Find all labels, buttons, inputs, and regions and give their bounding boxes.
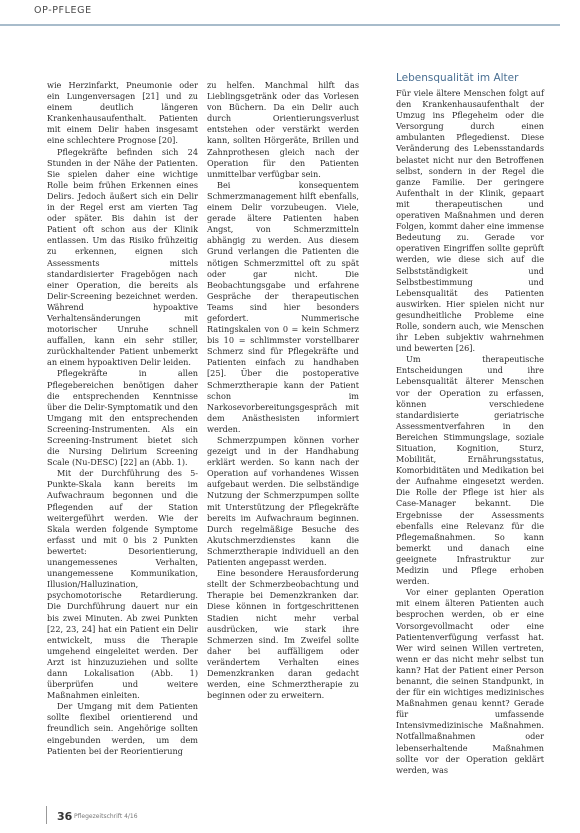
paragraph: Mit der Durchführung des 5-Punkte-Skala kann bereits im Aufwachraum begonnen und die Pflegenden auf der Station weitergeführt werden. Wie der Skala werden folgende Symptome erfasst und mit 0 bis 2 Punkten bewertet: Desorientierung, unangemessenes Verhalten, unangemessene Kommunikation, Illusion/Halluzination, psychomotorische Retardierung. Die Durchführung dauert nur ein bis zwei Minuten. Ab zwei Punkten [22, 23, 24] hat ein Patient ein Delir entwickelt, muss die Therapie umgehend eingeleitet werden. Der Arzt ist hinzuzuziehen und sollte dann Lokalisation (Abb. 1) überprüfen und weitere Maßnahmen einleiten. [47, 468, 198, 701]
section-tag: OP-PFLEGE [34, 5, 92, 16]
paragraph: Schmerzpumpen können vorher gezeigt und in der Handhabung erklärt werden. So kann nach der Operation auf vorhandenes Wissen aufgebaut werden. Die selbständige Nutzung der Schmerzpumpen sollte mit Unterstützung der Pflegekräfte bereits im Aufwachraum beginnen. Durch regelmäßige Besuche des Akutschmerzdienstes kann die Schmerztherapie individuell an den Patienten angepasst werden. [207, 435, 359, 568]
paragraph: Pflegekräfte in allen Pflegebereichen benötigen daher die entsprechenden Kenntnisse über die Delir-Symptomatik und den Umgang mit den entsprechenden Screening-Instrumenten. Als ein Screening-Instrument bietet sich die Nursing Delirium Screening Scale (Nu-DESC) [22] an (Abb. 1). [47, 368, 198, 468]
paragraph: Eine besondere Herausforderung stellt der Schmerzbeobachtung und Therapie bei Demenzkranken dar. Diese können in fortgeschrittenen Stadien nicht mehr verbal ausdrücken, wie stark ihre Schmerzen sind. Im Zweifel sollte daher bei auffälligem oder verändertem Verhalten eines Demenzkranken daran gedacht werden, eine Schmerztherapie zu beginnen oder zu erweitern. [207, 568, 359, 701]
text-column-3 [396, 88, 544, 776]
paragraph: Der Umgang mit dem Patienten sollte flexibel orientierend und freundlich sein. Angehörige sollten eingebunden werden, um dem Patienten bei der Reorientierung [47, 701, 198, 756]
paragraph: Um therapeutische Entscheidungen und ihre Lebensqualität älterer Menschen vor der Operation zu erfassen, können verschiedene standardisierte geriatrische Assessmentverfahren in den Bereichen Stimmungslage, soziale Situation, Kognition, Sturz, Mobilität, Ernährungsstatus, Komorbiditäten und Medikation bei der Aufnahme eingesetzt werden. Die Rolle der Pflege ist hier als Case-Manager bekannt. Die Ergebnisse der Assessments ebenfalls eine Relevanz für die Pflegemaßnahmen. So kann bemerkt und danach eine geeignete Infrastruktur zur Medizin und Pflege erhoben werden. [396, 354, 544, 587]
text-column-2 [207, 80, 359, 701]
paragraph: Vor einer geplanten Operation mit einem älteren Patienten auch besprochen werden, ob er eine Vorsorgevollmacht oder eine Patientenverfügung verfasst hat. Wer wird seinen Willen vertreten, wenn er das nicht mehr selbst tun kann? Hat der Patient einer Person benannt, die seinen Standpunkt, in der für ein wichtiges medizinisches Maßnahmen genau kennt? Gerade für umfassende Intensivmedizinische Maßnahmen. Notfallmaßnahmen oder lebenserhaltende Maßnahmen sollte vor der Operation geklärt werden, was [396, 587, 544, 775]
paragraph: wie Herzinfarkt, Pneumonie oder ein Lungenversagen [21] und zu einem deutlich längeren Krankenhausaufenthalt. Patienten mit einem Delir haben insgesamt eine schlechtere Prognose [20]. [47, 80, 198, 146]
section-heading: Lebensqualität im Alter [396, 72, 519, 84]
paragraph: zu helfen. Manchmal hilft das Lieblingsgetränk oder das Vorlesen von Büchern. Da ein Delir auch durch Orientierungsverlust entstehen oder verstärkt werden kann, sollten Hörgeräte, Brillen und Zahnprothesen gleich nach der Operation für den Patienten unmittelbar verfügbar sein. [207, 80, 359, 179]
header-rule [0, 24, 560, 26]
footer-rule [46, 806, 47, 824]
page-number: 36 [57, 810, 73, 823]
paragraph: Bei konsequentem Schmerzmanagement hilft ebenfalls, einem Delir vorzubeugen. Viele, gerade ältere Patienten haben Angst, von Schmerzmitteln abhängig zu werden. Aus diesem Grund verlangen die Patienten die nötigen Schmerzmittel oft zu spät oder gar nicht. Die Beobachtungsgabe und erfahrene Gespräche der therapeutischen Teams sind hier besonders gefordert. Nummerische Ratingskalen von 0 = kein Schmerz bis 10 = schlimmster vorstellbarer Schmerz sind für Pflegekräfte und Patienten einfach zu handhaben [25]. Über die postoperative Schmerztherapie kann der Patient schon im Narkosevorbereitungsgespräch mit dem Anästhesisten informiert werden. [207, 179, 359, 434]
paragraph: Für viele ältere Menschen folgt auf den Krankenhausaufenthalt der Umzug ins Pflegeheim oder die Versorgung durch einen ambulanten Pflegedienst. Diese Veränderung des Lebensstandards belastet nicht nur den Betroffenen selbst, sondern in der Regel die ganze Familie. Der geringere Aufenthalt in der Klinik, gepaart mit therapeutischen und operativen Maßnahmen und deren Folgen, kommt daher eine immense Bedeutung zu. Gerade vor operativen Eingriffen sollte geprüft werden, wie diese sich auf die Selbstständigkeit und Selbstbestimmung und Lebensqualität des Patienten auswirken. Hier spielen nicht nur gesundheitliche Probleme eine Rolle, sondern auch, wie Menschen ihr Leben subjektiv wahrnehmen und bewerten [26]. [396, 88, 544, 354]
journal-name: Pflegezeitschrift 4/16 [74, 813, 138, 820]
paragraph: Pflegekräfte befinden sich 24 Stunden in der Nähe der Patienten. Sie spielen daher eine wichtige Rolle beim frühen Erkennen eines Delirs. Jedoch äußert sich ein Delir in der Regel erst am vierten Tag oder später. Bis dahin ist der Patient oft schon aus der Klinik entlassen. Um das Risiko frühzeitig zu erkennen, eignen sich Assessments mittels standardisierter Fragebögen nach einer Operation, die bereits als Delir-Screening bezeichnet werden. Während hypoaktive Verhaltensänderungen mit motorischer Unruhe schnell auffallen, kann ein sehr stiller, zurückhaltender Patient unbemerkt an einem hypoaktiven Delir leiden. [47, 146, 198, 368]
text-column-1 [47, 80, 198, 757]
